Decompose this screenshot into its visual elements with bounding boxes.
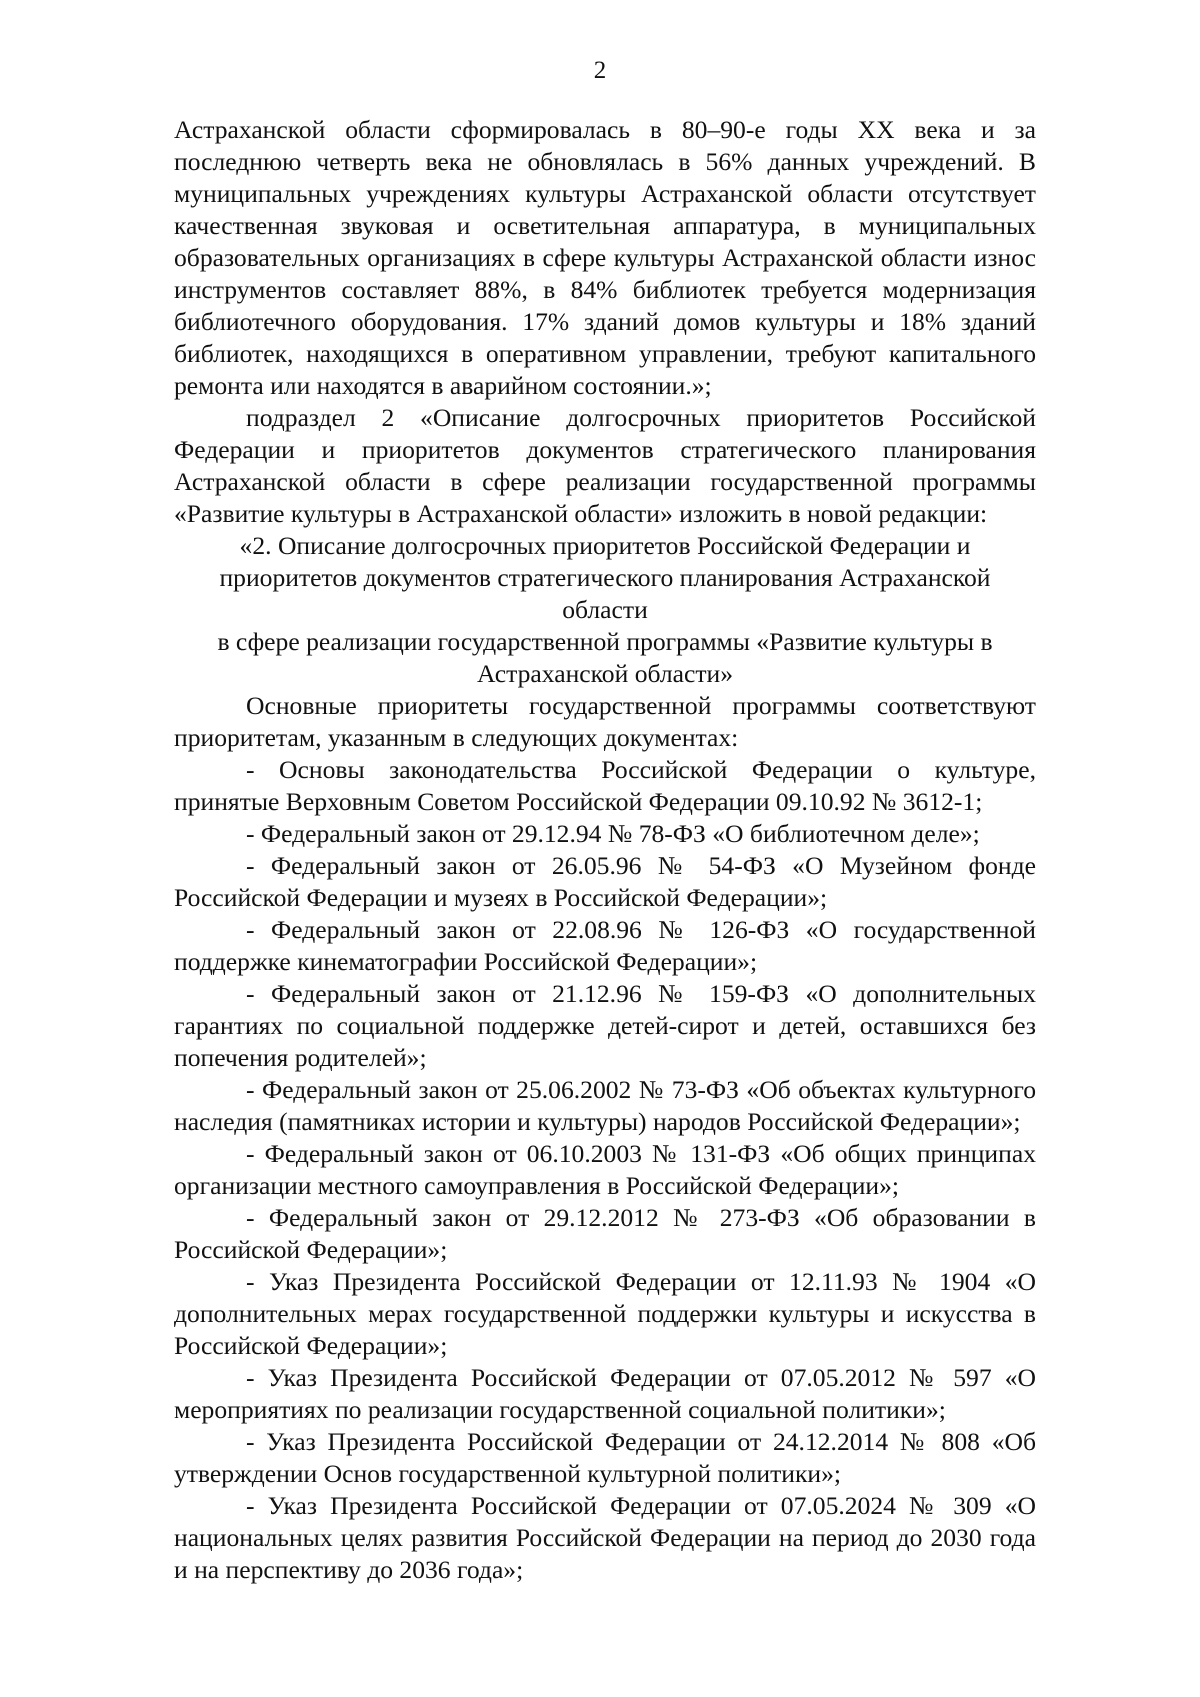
list-item-law-heritage: - Федеральный закон от 25.06.2002 № 73-ФЗ «Об объектах культурного наследия (памятниках истории и культуры) народов Российской Федерации»; [174,1075,1036,1136]
list-item-decree-1904: - Указ Президента Российской Федерации от 12.11.93 № 1904 «О дополнительных мерах государственной поддержки культуры и искусства в Российской Федерации»; [174,1267,1036,1360]
list-item-decree-309: - Указ Президента Российской Федерации от 07.05.2024 № 309 «О национальных целях развития Российской Федерации на период до 2030 года и на перспективу до 2036 года»; [174,1491,1036,1584]
page-number: 2 [593,57,607,84]
list-item-law-orphans: - Федеральный закон от 21.12.96 № 159-ФЗ «О дополнительных гарантиях по социальной поддержке детей-сирот и детей, оставшихся без попечения родителей»; [174,979,1036,1072]
section-heading-line-2: в сфере реализации государственной программы «Развитие культуры в Астраханской области» [217,627,993,688]
list-item-decree-808: - Указ Президента Российской Федерации от 24.12.2014 № 808 «Об утверждении Основ государственной культурной политики»; [174,1427,1036,1488]
document-body [174,114,1036,1586]
list-item-law-museums: - Федеральный закон от 26.05.96 № 54-ФЗ «О Музейном фонде Российской Федерации и музеях в Российской Федерации»; [174,851,1036,912]
list-item-law-cinema: - Федеральный закон от 22.08.96 № 126-ФЗ «О государственной поддержке кинематографии Российской Федерации»; [174,915,1036,976]
list-item-law-libraries: - Федеральный закон от 29.12.94 № 78-ФЗ «О библиотечном деле»; [246,819,980,848]
list-item-decree-597: - Указ Президента Российской Федерации от 07.05.2012 № 597 «О мероприятиях по реализации государственной социальной политики»; [174,1363,1036,1424]
paragraph-intro: Астраханской области сформировалась в 80–90-е годы XX века и за последнюю четверть века не обновлялась в 56% данных учреждений. В муниципальных учреждениях культуры Астраханской области отсутствует качественная звуковая и осветительная аппаратура, в муниципальных образовательных организациях в сфере культуры Астраханской области износ инструментов составляет 88%, в 84% библиотек требуется модернизация библиотечного оборудования. 17% зданий домов культуры и 18% зданий библиотек, находящихся в оперативном управлении, требуют капитального ремонта или находятся в аварийном состоянии.»; [174,115,1036,400]
section-heading-line-1: «2. Описание долгосрочных приоритетов Российской Федерации и приоритетов документов стратегического планирования Астраханской области [219,531,991,624]
list-item-law-self-government: - Федеральный закон от 06.10.2003 № 131-ФЗ «Об общих принципах организации местного самоуправления в Российской Федерации»; [174,1139,1036,1200]
paragraph-priorities: Основные приоритеты государственной программы соответствуют приоритетам, указанным в следующих документах: [174,691,1036,752]
list-item-law-education: - Федеральный закон от 29.12.2012 № 273-ФЗ «Об образовании в Российской Федерации»; [174,1203,1036,1264]
paragraph-subsection: подраздел 2 «Описание долгосрочных приоритетов Российской Федерации и приоритетов документов стратегического планирования Астраханской области в сфере реализации государственной программы «Развитие культуры в Астраханской области» изложить в новой редакции: [174,403,1036,528]
list-item-basics-of-law: - Основы законодательства Российской Федерации о культуре, принятые Верховным Советом Российской Федерации 09.10.92 № 3612-1; [174,755,1036,816]
